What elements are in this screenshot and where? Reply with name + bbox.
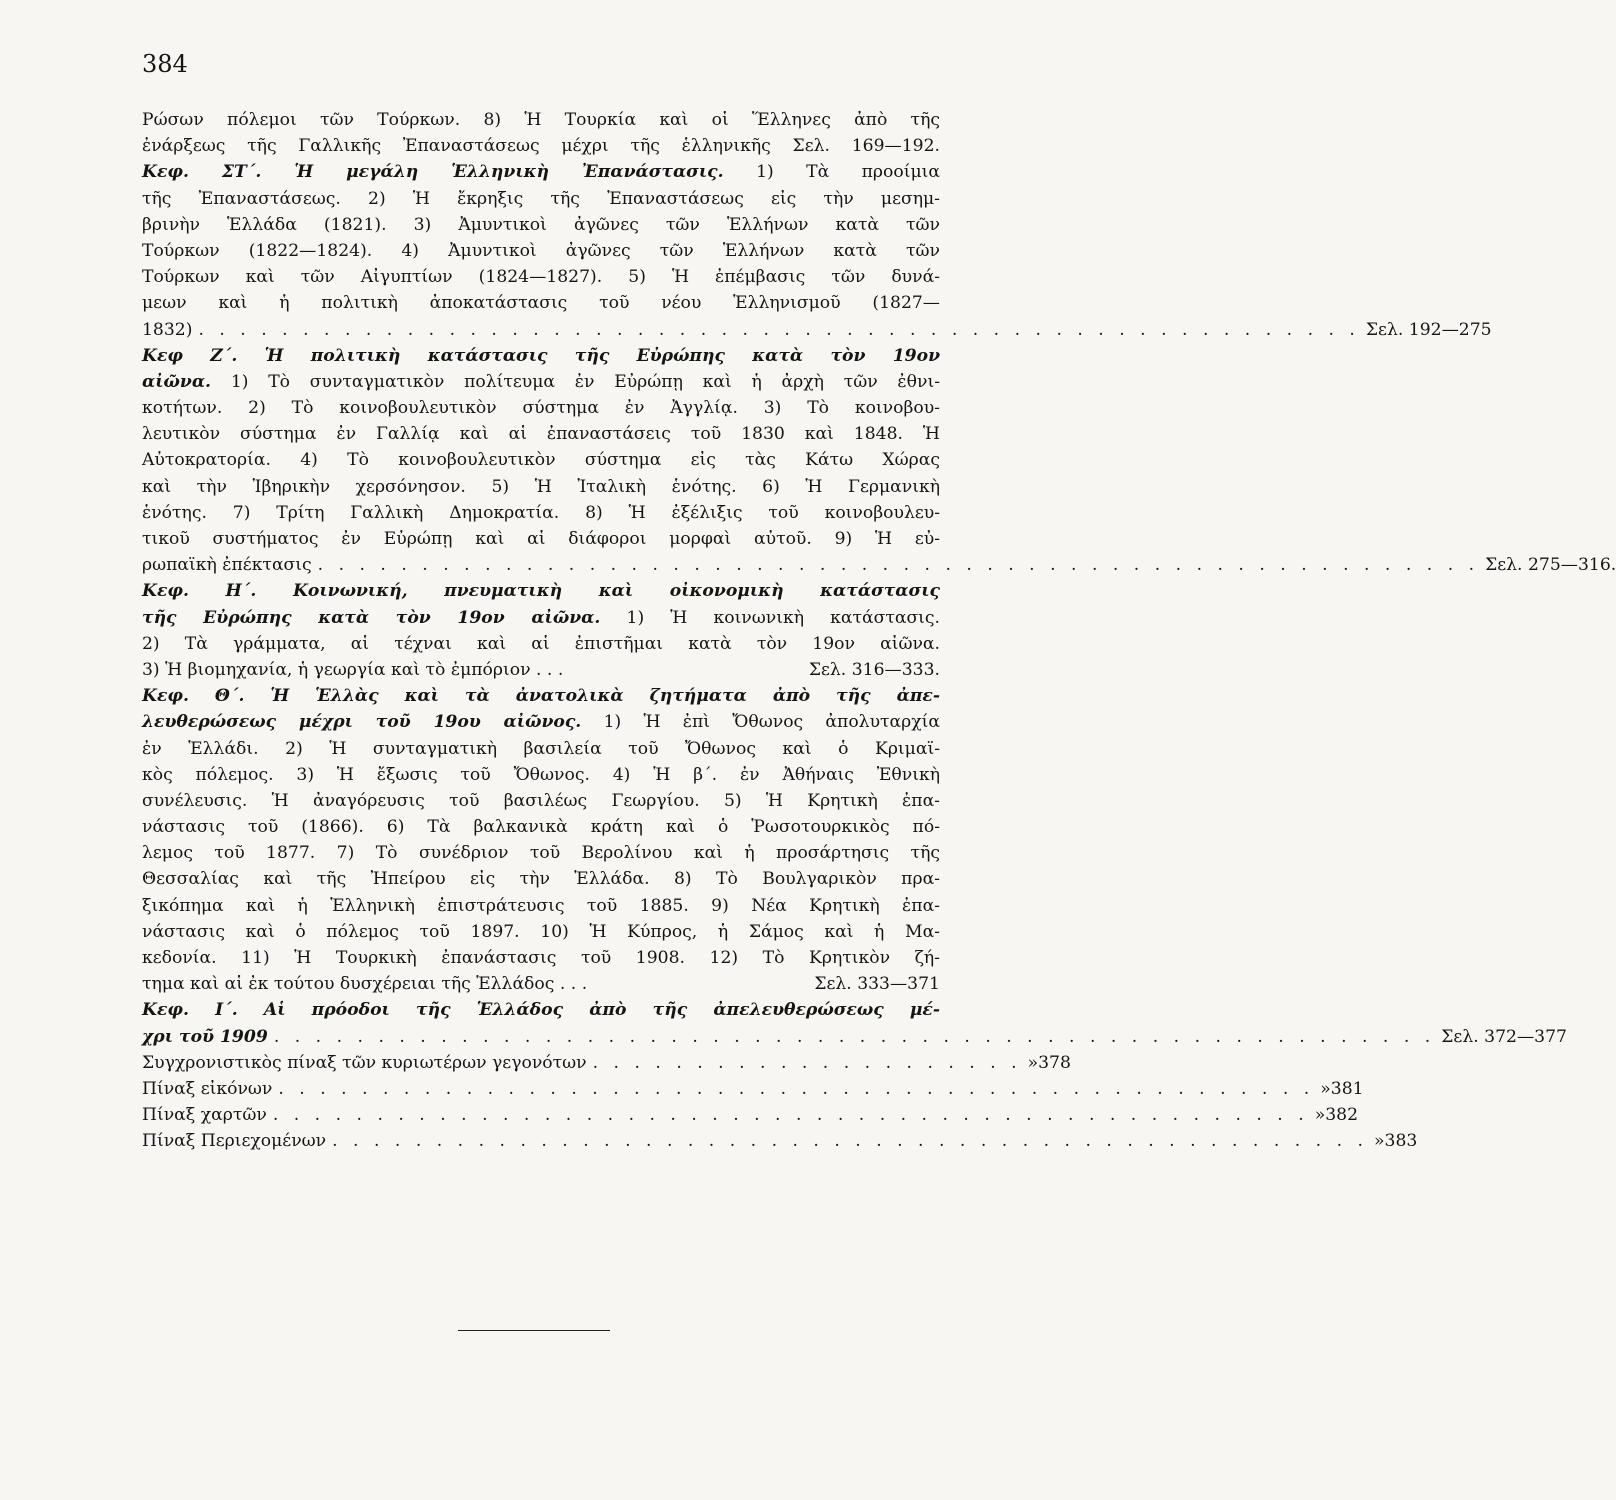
text-line: συνέλευσις. Ἡ ἀναγόρευσις τοῦ βασιλέως Γεωργίου. 5) Ἡ Κρητικὴ ἐπα-	[142, 790, 940, 811]
dot-leader: . . . . . . . . . . . . . . . . . . . . . . . . . . . . . . . . . . . . . . . . . . . . . . . . . . . . . . . .	[317, 555, 1480, 576]
toc-entry-text: Πίναξ Περιεχομένων	[142, 1131, 327, 1152]
text-line: καὶ τὴν Ἰβηρικὴν χερσόνησον. 5) Ἡ Ἰταλικὴ ἑνότης. 6) Ἡ Γερμανικὴ	[142, 476, 940, 497]
dot-leader: . . . . . . . . . . . . . . . . . . . . . . . . . . . . . . . . . . . . . . . . . . . . . . . . . .	[272, 1105, 1309, 1126]
toc-entry-pages: Σελ. 192—275	[1365, 319, 1492, 340]
ditto-mark: »	[1320, 1078, 1331, 1099]
chapter-10-title-end: χρι τοῦ 1909	[142, 1026, 268, 1047]
text-line: κοτήτων. 2) Τὸ κοινοβουλευτικὸν σύστημα ἐν Ἀγγλίᾳ. 3) Τὸ κοινοβου-	[142, 398, 940, 419]
toc-entry-pages: Σελ. 275—316.	[1485, 555, 1616, 576]
chapter-9-title: Κεφ. Θ΄. Ἡ Ἑλλὰς καὶ τὰ ἀνατολικὰ ζητήματα ἀπὸ τῆς ἀπε-	[142, 686, 940, 707]
text-line	[142, 369, 940, 395]
text-line: Τούρκων (1822—1824). 4) Ἀμυντικοὶ ἀγῶνες τῶν Ἑλλήνων κατὰ τῶν	[142, 240, 940, 261]
text-line: νάστασις τοῦ (1866). 6) Τὰ βαλκανικὰ κράτη καὶ ὁ Ῥωσοτουρκικὸς πό-	[142, 817, 940, 838]
dot-leader: . . . . . . . . . . . . . . . . . . . . . . . . . . . . . . . . . . . . . . . . . . . . . . . . . . . . . . . .	[273, 1026, 1436, 1047]
toc-entry	[142, 1050, 1071, 1076]
text-line: λευτικὸν σύστημα ἐν Γαλλίᾳ καὶ αἱ ἐπαναστάσεις τοῦ 1830 καὶ 1848. Ἡ	[142, 424, 940, 445]
toc-entry-text: τημα καὶ αἱ ἐκ τούτου δυσχέρειαι τῆς Ἑλλάδος . . .	[142, 974, 588, 995]
end-rule	[458, 1330, 610, 1331]
toc-entry	[142, 1128, 1418, 1154]
toc-entry-pages: Σελ. 372—377	[1441, 1026, 1567, 1047]
dot-leader: . . . . . . . . . . . . . . . . . . . . . . . . . . . . . . . . . . . . . . . . . . . . . . . . . .	[332, 1131, 1368, 1152]
text-line: Αὐτοκρατορία. 4) Τὸ κοινοβουλευτικὸν σύστημα εἰς τὰς Κάτω Χώρας	[142, 450, 940, 471]
dot-leader: . . . . . . . . . . . . . . . . . . . . . . . . . . . . . . . . . . . . . . . . . . . . . . . . . . . . . . . .	[198, 319, 1360, 340]
toc-entry-pages: 381	[1330, 1078, 1364, 1099]
chapter-7-title-end: αἰῶνα.	[142, 371, 212, 392]
toc-entry	[142, 1102, 1359, 1128]
text-line: ἐν Ἑλλάδι. 2) Ἡ συνταγματικὴ βασιλεία τοῦ Ὄθωνος καὶ ὁ Κριμαϊ-	[142, 738, 940, 759]
dot-leader: . . . . . . . . . . . . . . . . . . . . . . . . . . . . . . . . . . . . . . . . . . . . . . . . . .	[278, 1078, 1315, 1099]
text-line: Ρώσων πόλεμοι τῶν Τούρκων. 8) Ἡ Τουρκία καὶ οἱ Ἕλληνες ἀπὸ τῆς	[142, 110, 940, 130]
text-line: ἐνάρξεως τῆς Γαλλικῆς Ἐπαναστάσεως μέχρι τῆς ἑλληνικῆς Σελ. 169—192.	[142, 136, 940, 157]
text-line: ἑνότης. 7) Τρίτη Γαλλικὴ Δημοκρατία. 8) Ἡ ἐξέλιξις τοῦ κοινοβουλευ-	[142, 502, 940, 523]
toc-entry-text: Πίναξ εἰκόνων	[142, 1078, 273, 1099]
text-line: 2) Τὰ γράμματα, αἱ τέχναι καὶ αἱ ἐπιστῆμαι κατὰ τὸν 19ον αἰῶνα.	[142, 633, 940, 654]
toc-entry	[142, 552, 1616, 578]
text-line: τῆς Ἐπαναστάσεως. 2) Ἡ ἔκρηξις τῆς Ἐπαναστάσεως εἰς τὴν μεσημ-	[142, 188, 940, 209]
chapter-8-title: Κεφ. Η΄. Κοινωνική, πνευματικὴ καὶ οἰκονομικὴ κατάστασις	[142, 581, 940, 602]
chapter-6-title: Κεφ. ΣΤ΄. Ἡ μεγάλη Ἑλληνικὴ Ἐπανάστασις.	[142, 162, 724, 183]
chapter-9-title-end: λευθερώσεως μέχρι τοῦ 19ου αἰῶνος.	[142, 712, 582, 733]
chapter-7-title: Κεφ Ζ΄. Ἡ πολιτικὴ κατάστασις τῆς Εὐρώπης κατὰ τὸν 19ον	[142, 345, 940, 366]
text-line: ξικόπημα καὶ ἡ Ἑλληνικὴ ἐπιστράτευσις τοῦ 1885. 9) Νέα Κρητικὴ ἐπα-	[142, 895, 940, 916]
toc-entry	[142, 657, 940, 683]
ditto-mark: »	[1027, 1052, 1039, 1073]
ditto-mark: »	[1314, 1105, 1326, 1126]
toc-entry	[142, 317, 1492, 343]
text-line: τικοῦ συστήματος ἐν Εὐρώπῃ καὶ αἱ διάφοροι μορφαὶ αὐτοῦ. 9) Ἡ εὐ-	[142, 529, 940, 549]
toc-entry	[142, 971, 940, 997]
text-line: Τούρκων καὶ τῶν Αἰγυπτίων (1824—1827). 5) Ἡ ἐπέμβασις τῶν δυνά-	[142, 267, 940, 288]
toc-entry-text: Πίναξ χαρτῶν	[142, 1105, 267, 1126]
contents-text	[142, 107, 1616, 1155]
toc-entry-text: 1832)	[142, 319, 193, 340]
text-span: 1) Τὰ προοίμια	[756, 162, 940, 183]
toc-entry-text: Συγχρονιστικὸς πίναξ τῶν κυριωτέρων γεγονότων	[142, 1052, 587, 1073]
text-line: κεδονία. 11) Ἡ Τουρκικὴ ἐπανάστασις τοῦ 1908. 12) Τὸ Κρητικὸν ζή-	[142, 948, 940, 968]
toc-entry-pages: Σελ. 316—333.	[808, 659, 940, 680]
text-span: 1) Ἡ ἐπὶ Ὄθωνος ἀπολυταρχία	[603, 712, 941, 733]
ditto-mark: »	[1374, 1131, 1385, 1152]
toc-entry-text: 3) Ἡ βιομηχανία, ἡ γεωργία καὶ τὸ ἐμπόριον . . .	[142, 659, 564, 680]
toc-entry-pages: 382	[1325, 1105, 1359, 1126]
text-line: νάστασις καὶ ὁ πόλεμος τοῦ 1897. 10) Ἡ Κύπρος, ἡ Σάμος καὶ ἡ Μα-	[142, 921, 940, 942]
page-number: 384	[142, 50, 188, 78]
chapter-6-heading-line	[142, 159, 940, 185]
text-span: 1) Ἡ κοινωνικὴ κατάστασις.	[626, 607, 941, 628]
dot-leader: . . . . . . . . . . . . . . . . . . . . .	[592, 1052, 1022, 1073]
chapter-8-title-end: τῆς Εὐρώπης κατὰ τὸν 19ον αἰῶνα.	[142, 607, 601, 628]
toc-entry-pages: Σελ. 333—371	[814, 974, 940, 995]
text-line: μεων καὶ ἡ πολιτικὴ ἀποκατάστασις τοῦ νέου Ἑλληνισμοῦ (1827—	[142, 293, 940, 314]
text-line: λεμος τοῦ 1877. 7) Τὸ συνέδριον τοῦ Βερολίνου καὶ ἡ προσάρτησις τῆς	[142, 843, 940, 864]
chapter-10-title: Κεφ. Ι΄. Αἱ πρόοδοι τῆς Ἑλλάδος ἀπὸ τῆς ἀπελευθερώσεως μέ-	[142, 1000, 940, 1021]
toc-entry-pages: 378	[1038, 1052, 1071, 1073]
text-line	[142, 709, 940, 735]
toc-entry-pages: 383	[1384, 1131, 1418, 1152]
text-line: βρινὴν Ἑλλάδα (1821). 3) Ἀμυντικοὶ ἀγῶνες τῶν Ἑλλήνων κατὰ τῶν	[142, 214, 940, 235]
toc-entry-text: ρωπαϊκὴ ἐπέκτασις	[142, 555, 312, 576]
text-line	[142, 605, 940, 631]
toc-entry	[142, 1024, 1567, 1050]
text-span: 1) Τὸ συνταγματικὸν πολίτευμα ἐν Εὐρώπῃ καὶ ἡ ἀρχὴ τῶν ἐθνι-	[230, 371, 941, 392]
text-line: Θεσσαλίας καὶ τῆς Ἠπείρου εἰς τὴν Ἑλλάδα. 8) Τὸ Βουλγαρικὸν πρα-	[142, 869, 940, 890]
toc-entry	[142, 1076, 1364, 1102]
text-line: κὸς πόλεμος. 3) Ἡ ἔξωσις τοῦ Ὄθωνος. 4) Ἡ β΄. ἐν Ἀθήναις Ἐθνικὴ	[142, 764, 940, 785]
